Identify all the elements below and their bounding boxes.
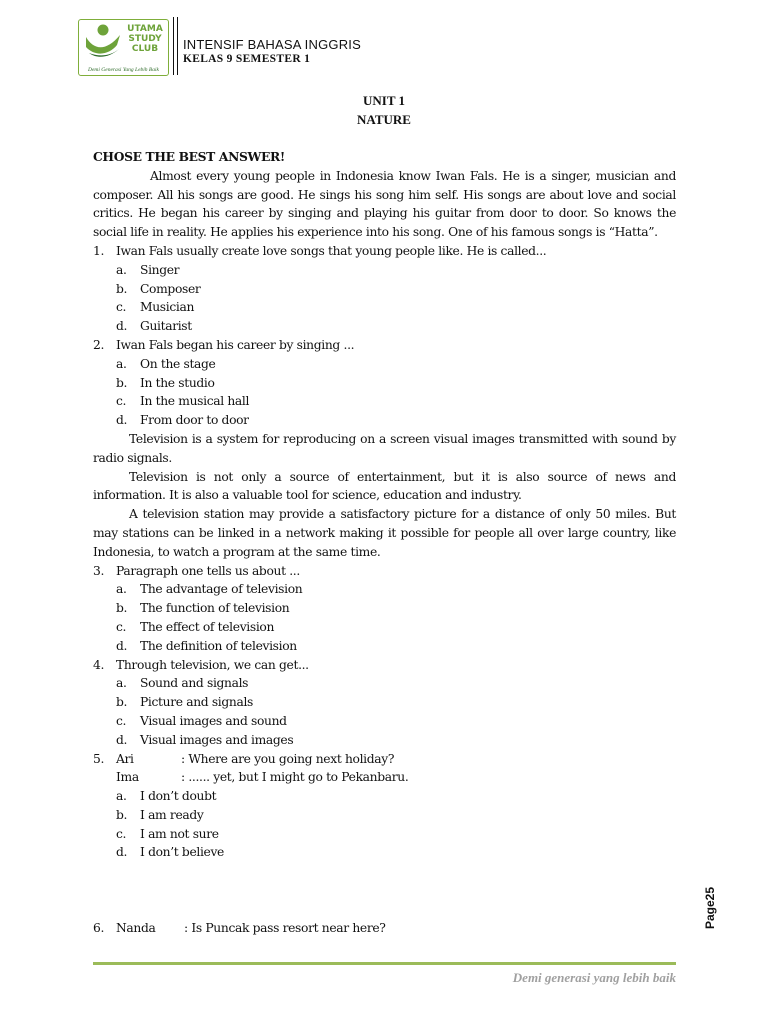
option-letter: b. <box>116 695 128 710</box>
option-3d <box>93 637 676 656</box>
question-number: 1. <box>93 243 105 258</box>
option-text: I don’t believe <box>140 845 224 860</box>
header-divider-left <box>173 17 174 75</box>
option-letter: c. <box>116 826 127 841</box>
question-5 <box>93 750 676 769</box>
option-text: The function of television <box>140 601 290 616</box>
dialogue-line-2 <box>93 768 676 787</box>
page-number: Page25 <box>703 886 717 929</box>
option-4a <box>93 674 676 693</box>
option-text: I am ready <box>140 807 204 822</box>
option-text: Picture and signals <box>140 695 254 710</box>
question-3 <box>93 562 676 581</box>
dialogue-text: : Is Puncak pass resort near here? <box>184 921 386 936</box>
option-3a <box>93 580 676 599</box>
option-5d <box>93 843 676 862</box>
option-text: From door to door <box>140 413 249 428</box>
header-divider-right <box>177 17 178 75</box>
option-letter: a. <box>116 789 127 804</box>
option-letter: b. <box>116 281 128 296</box>
option-2b <box>93 374 676 393</box>
logo <box>78 19 169 76</box>
option-text: In the studio <box>140 375 215 390</box>
option-2d <box>93 411 676 430</box>
passage-tv-1: Television is a system for reproducing on a screen visual images transmitted with sound by radio signals. <box>93 431 676 465</box>
option-1d <box>93 317 676 336</box>
question-number: 2. <box>93 337 105 352</box>
option-1b <box>93 280 676 299</box>
option-text: Musician <box>140 300 195 315</box>
option-letter: c. <box>116 300 127 315</box>
option-text: I don’t doubt <box>140 789 217 804</box>
option-text: Composer <box>140 281 201 296</box>
option-1c <box>93 298 676 317</box>
option-letter: c. <box>116 619 127 634</box>
option-4c <box>93 712 676 731</box>
option-letter: c. <box>116 394 127 409</box>
question-number: 4. <box>93 657 105 672</box>
question-1 <box>93 242 676 261</box>
passage-tv-2: Television is not only a source of entertainment, but it is also source of news and information. It is also a valuable tool for science, education and industry. <box>93 469 676 503</box>
speaker-name: Ari <box>116 751 134 766</box>
option-5a <box>93 787 676 806</box>
option-letter: a. <box>116 356 127 371</box>
logo-figure-icon <box>83 23 123 59</box>
unit-name: NATURE <box>357 112 411 127</box>
option-5c <box>93 825 676 844</box>
logo-wordmark <box>123 24 167 54</box>
question-text: Paragraph one tells us about ... <box>116 563 300 578</box>
option-text: Visual images and images <box>140 732 294 747</box>
passage-iwan-fals: Almost every young people in Indonesia know Iwan Fals. He is a singer, musician and composer. All his songs are good. He sings his song him self. His songs are about love and social critics. He began his career by singing and playing his guitar from door to door. So knows the social life in reality. He applies his experience into his song. One of his famous songs is “Hatta”. <box>93 168 676 240</box>
option-letter: c. <box>116 713 127 728</box>
dialogue-text: : ...... yet, but I might go to Pekanbaru. <box>181 770 409 785</box>
header-title: INTENSIF BAHASA INGGRIS <box>183 37 361 52</box>
option-letter: d. <box>116 732 128 747</box>
option-1a <box>93 261 676 280</box>
question-2 <box>93 336 676 355</box>
logo-line-2: STUDY <box>128 34 162 44</box>
dialogue-line-1 <box>116 750 394 769</box>
question-number: 6. <box>93 921 105 936</box>
worksheet-content <box>93 148 676 938</box>
option-3b <box>93 599 676 618</box>
option-text: On the stage <box>140 356 216 371</box>
option-letter: d. <box>116 845 128 860</box>
option-text: The advantage of television <box>140 582 303 597</box>
passage-tv-3: A television station may provide a satisfactory picture for a distance of only 50 miles. But may stations can be linked in a network making it possible for people all over large country, like Indonesia, to watch a program at the same time. <box>93 507 676 559</box>
option-text: The effect of television <box>140 619 275 634</box>
speaker-name: Nanda <box>116 921 156 936</box>
option-letter: a. <box>116 676 127 691</box>
option-letter: b. <box>116 375 128 390</box>
question-text: Through television, we can get... <box>116 657 309 672</box>
speaker-name: Ima <box>116 770 139 785</box>
option-text: The definition of television <box>140 638 297 653</box>
option-5b <box>93 806 676 825</box>
instruction: CHOSE THE BEST ANSWER! <box>93 149 285 164</box>
option-2a <box>93 355 676 374</box>
unit-title: UNIT 1 <box>362 93 406 108</box>
option-text: In the musical hall <box>140 394 250 409</box>
question-number: 5. <box>93 751 105 766</box>
question-number: 3. <box>93 563 105 578</box>
option-letter: d. <box>116 319 128 334</box>
footer-tagline: Demi generasi yang lebih baik <box>512 970 676 985</box>
logo-line-1: UTAMA <box>127 24 163 34</box>
option-4d <box>93 731 676 750</box>
option-letter: b. <box>116 601 128 616</box>
footer-rule <box>93 962 676 965</box>
option-text: Singer <box>140 262 180 277</box>
spacer <box>93 862 676 919</box>
option-4b <box>93 693 676 712</box>
option-letter: b. <box>116 807 128 822</box>
option-letter: a. <box>116 582 127 597</box>
question-text: Iwan Fals began his career by singing ... <box>116 337 355 352</box>
option-letter: a. <box>116 262 127 277</box>
question-text: Iwan Fals usually create love songs that young people like. He is called... <box>116 243 547 258</box>
question-4 <box>93 656 676 675</box>
logo-line-3: CLUB <box>131 44 159 54</box>
logo-tagline: Demi Generasi Yang Lebih Baik <box>88 67 159 73</box>
header-subtitle: KELAS 9 SEMESTER 1 <box>183 53 311 65</box>
dialogue-text: : Where are you going next holiday? <box>181 751 395 766</box>
question-6 <box>93 919 676 938</box>
option-letter: d. <box>116 638 128 653</box>
option-2c <box>93 392 676 411</box>
option-3c <box>93 618 676 637</box>
option-text: I am not sure <box>140 826 219 841</box>
option-letter: d. <box>116 413 128 428</box>
option-text: Sound and signals <box>140 676 249 691</box>
option-text: Guitarist <box>140 319 192 334</box>
option-text: Visual images and sound <box>140 713 287 728</box>
